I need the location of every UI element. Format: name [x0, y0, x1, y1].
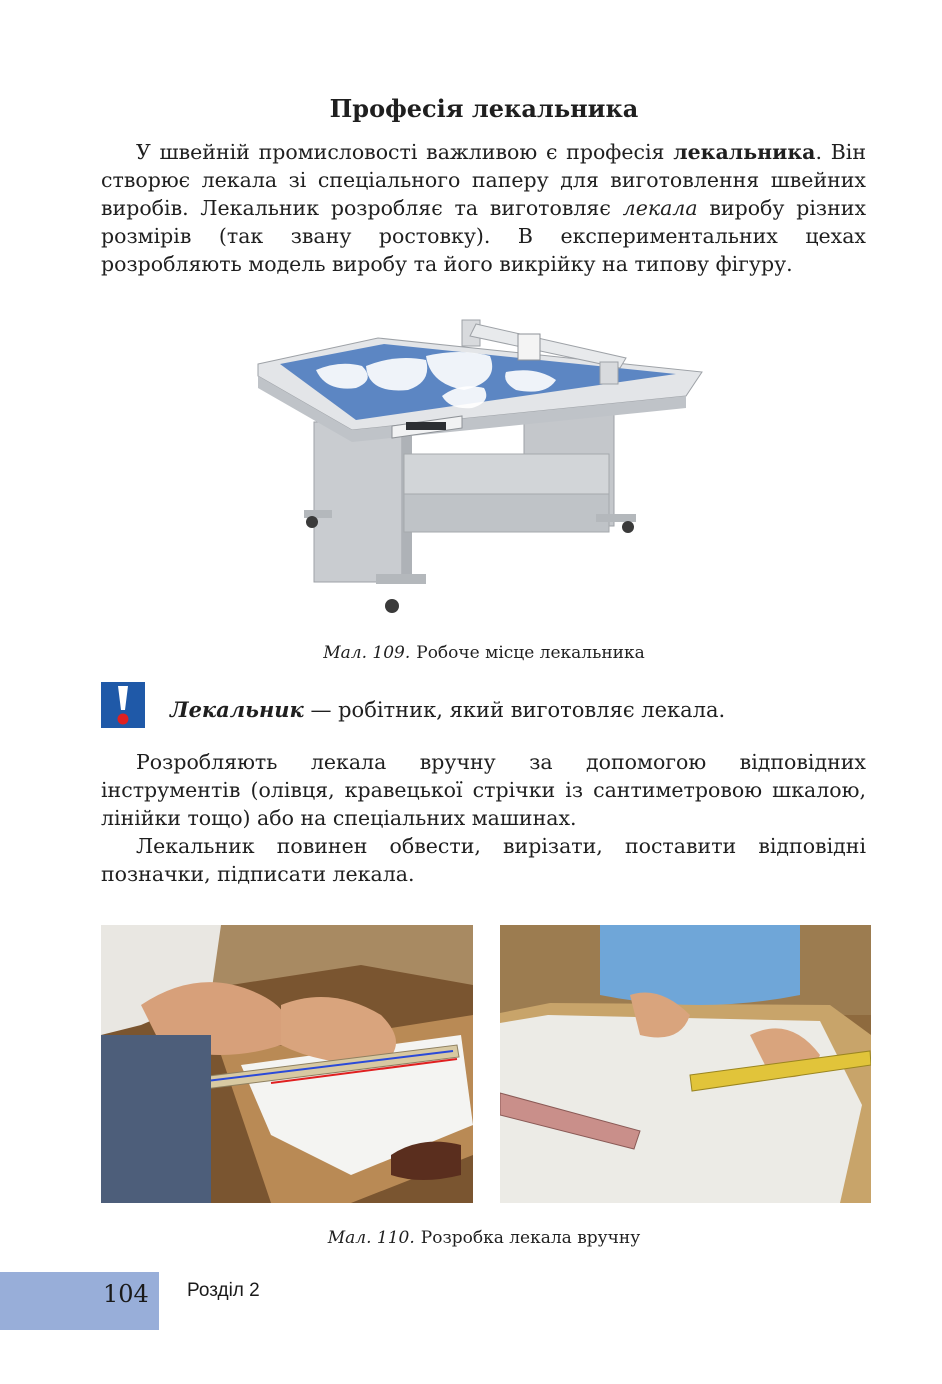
figure-109-caption — [0, 643, 942, 663]
definition-term: Лекальник — [170, 697, 304, 722]
section-label: Розділ 2 — [187, 1280, 260, 1301]
page-title: Професія лекальника — [329, 94, 639, 123]
definition-text: — робітник, який виготовляє лекала. — [303, 698, 726, 722]
intro-text-3: виробу різних розмірів (так звану ростовку). В експериментальних цехах розробляють модель виробу та його викрійку на типову фігуру. — [101, 196, 867, 276]
figure-110-text: Розробка лекала вручну — [420, 1228, 641, 1248]
drafting-photo-left — [101, 925, 473, 1203]
figure-109-number: Мал. 109. — [323, 643, 411, 663]
intro-text-1: У швейній промисловості важливою є професія — [136, 140, 674, 164]
page-number: 104 — [103, 1280, 149, 1308]
plotter-table-photo — [256, 312, 704, 622]
intro-paragraph — [101, 138, 866, 278]
intro-term-bold: лекальника — [673, 140, 816, 164]
paragraph-2: Розробляють лекала вручну за допомогою відповідних інструментів (олівця, кравецької стрічки із сантиметровою шкалою, лінійки тощо) або на спеціальних машинах. — [101, 750, 866, 830]
intro-term-italic: лекала — [622, 196, 698, 220]
definition — [170, 697, 725, 722]
intro-text-2: . Він створює лекала зі спеціального паперу для виготовлення швейних виробів. Лекальник розробляє та виготовляє — [101, 140, 866, 220]
paragraph-3: Лекальник повинен обвести, вирізати, поставити відповідні позначки, підписати лекала. — [101, 834, 866, 886]
figure-110-caption — [0, 1228, 942, 1248]
figure-110-number: Мал. 110. — [327, 1228, 415, 1248]
exclamation-icon — [101, 682, 145, 728]
figure-109-text: Робоче місце лекальника — [416, 643, 645, 663]
drafting-photo-right — [500, 925, 871, 1203]
